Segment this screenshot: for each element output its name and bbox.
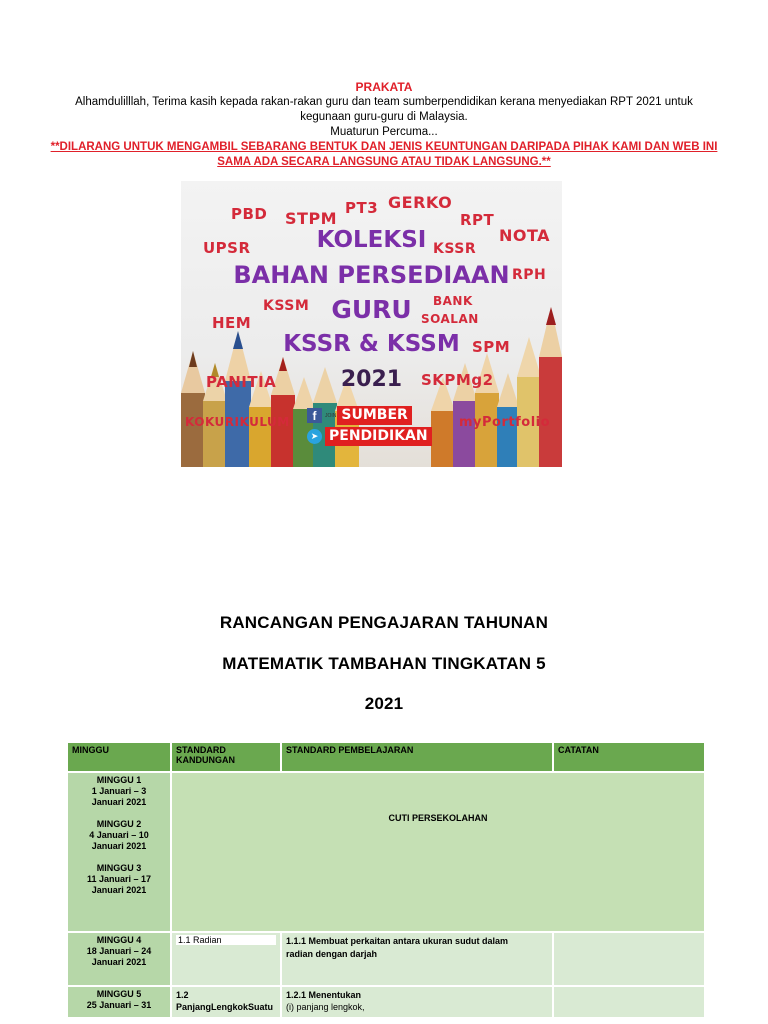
week-3-dates: 11 Januari – 17 [86,874,152,884]
logo-sumber: SUMBER [337,406,411,425]
week-5-label: MINGGU 5 [96,989,142,999]
tag-rpt: RPT [460,211,495,229]
week-5-sk-cell [172,987,280,1017]
facebook-icon: f [307,408,322,423]
week-4-sp-1: 1.1.1 Membuat perkaitan antara ukuran sudut dalam [286,936,509,946]
week-5-catatan [554,987,704,1017]
table-row [68,773,704,931]
week-3-dates-2: Januari 2021 [91,885,147,895]
table-row [68,933,704,985]
logo-pendidikan: PENDIDIKAN [325,427,432,446]
tag-rph: RPH [512,267,547,283]
heading-year: 2021 [364,694,404,713]
week-2-dates: 4 Januari – 10 [89,830,149,840]
week-5-sp-1: 1.2.1 Menentukan [286,990,362,1000]
tag-panitia: PANITIA [206,373,277,391]
week-4-sk-cell [172,933,280,985]
week-2-label: MINGGU 2 [96,819,142,829]
cuti-persekolahan-cell: CUTI PERSEKOLAHAN [172,773,704,931]
week-4-dates: 18 Januari – 24 [86,946,152,956]
tag-gerko: GERKO [388,193,453,212]
week-1-dates-2: Januari 2021 [91,797,147,807]
tag-skpmg2: SKPMg2 [421,371,494,389]
week-4-catatan [554,933,704,985]
prakata-warning-2: SAMA ADA SECARA LANGSUNG ATAU TIDAK LANGSUNG.** [217,156,551,168]
header-catatan: CATATAN [554,743,704,771]
week-4-dates-2: Januari 2021 [91,957,147,967]
week-5-sk-2: PanjangLengkokSuatu [176,1002,274,1012]
week-4-sp-cell [282,933,552,985]
week-5-sk-1: 1.2 [176,990,189,1000]
week-5-sp-2: (i) panjang lengkok, [286,1002,365,1012]
week-1-dates: 1 Januari – 3 [91,786,147,796]
week-3-label: MINGGU 3 [96,863,142,873]
tag-stpm: STPM [285,209,338,228]
koleksi-poster [181,181,562,467]
header-minggu: MINGGU [68,743,170,771]
join-label: JOIN [325,412,337,419]
sumber-pendidikan-logo [307,405,442,447]
week-4-cell [68,933,170,985]
tag-nota: NOTA [499,226,551,245]
header-standard-kandungan: STANDARD KANDUNGAN [172,743,280,771]
tag-kokurikulum: KOKURIKULUM [185,415,290,429]
header-standard-pembelajaran: STANDARD PEMBELAJARAN [282,743,552,771]
telegram-icon: ➤ [307,429,322,444]
prakata-line-2: kegunaan guru-guru di Malaysia. [300,111,468,123]
prakata-section [40,80,728,170]
heading-rpt: RANCANGAN PENGAJARAN TAHUNAN [219,613,549,632]
tag-myportfolio: myPortfolio [459,415,551,430]
prakata-line-1: Alhamdulilllah, Terima kasih kepada rakan-rakan guru dan team sumberpendidikan kerana menyediakan RPT 2021 untuk [75,96,693,108]
prakata-title: PRAKATA [355,80,413,94]
poster-bahan-persediaan: BAHAN PERSEDIAAN [233,261,510,289]
tag-hem: HEM [212,314,252,332]
table-header-row [68,743,704,771]
prakata-line-3: Muaturun Percuma... [330,126,438,138]
week-5-sp-cell [282,987,552,1017]
tag-bank: BANK [433,294,473,308]
tag-pt3: PT3 [345,199,379,217]
week-1-label: MINGGU 1 [96,775,142,785]
tag-soalan: SOALAN [421,312,479,326]
poster-koleksi: KOLEKSI [316,227,427,253]
tag-kssm: KSSM [263,298,310,314]
heading-subject: MATEMATIK TAMBAHAN TINGKATAN 5 [222,654,546,673]
poster-guru: GURU [331,295,412,324]
prakata-warning-1: **DILARANG UNTUK MENGAMBIL SEBARANG BENTUK DAN JENIS KEUNTUNGAN DARIPADA PIHAK KAMI DAN WEB INI [50,141,718,153]
table-row [68,987,704,1017]
poster-year: 2021 [340,367,403,392]
cuti-weeks-cell [68,773,170,931]
tag-pbd: PBD [231,205,268,223]
week-4-sk: 1.1 Radian [176,935,276,945]
tag-spm: SPM [472,338,511,356]
tag-kssr: KSSR [433,241,477,257]
week-4-label: MINGGU 4 [96,935,142,945]
week-5-dates: 25 Januari – 31 [86,1000,152,1010]
week-4-sp-2: radian dengan darjah [286,949,378,959]
poster-kssr-kssm: KSSR & KSSM [283,331,460,357]
week-5-cell [68,987,170,1017]
tag-upsr: UPSR [203,239,251,257]
week-2-dates-2: Januari 2021 [91,841,147,851]
rpt-table [66,741,706,1019]
